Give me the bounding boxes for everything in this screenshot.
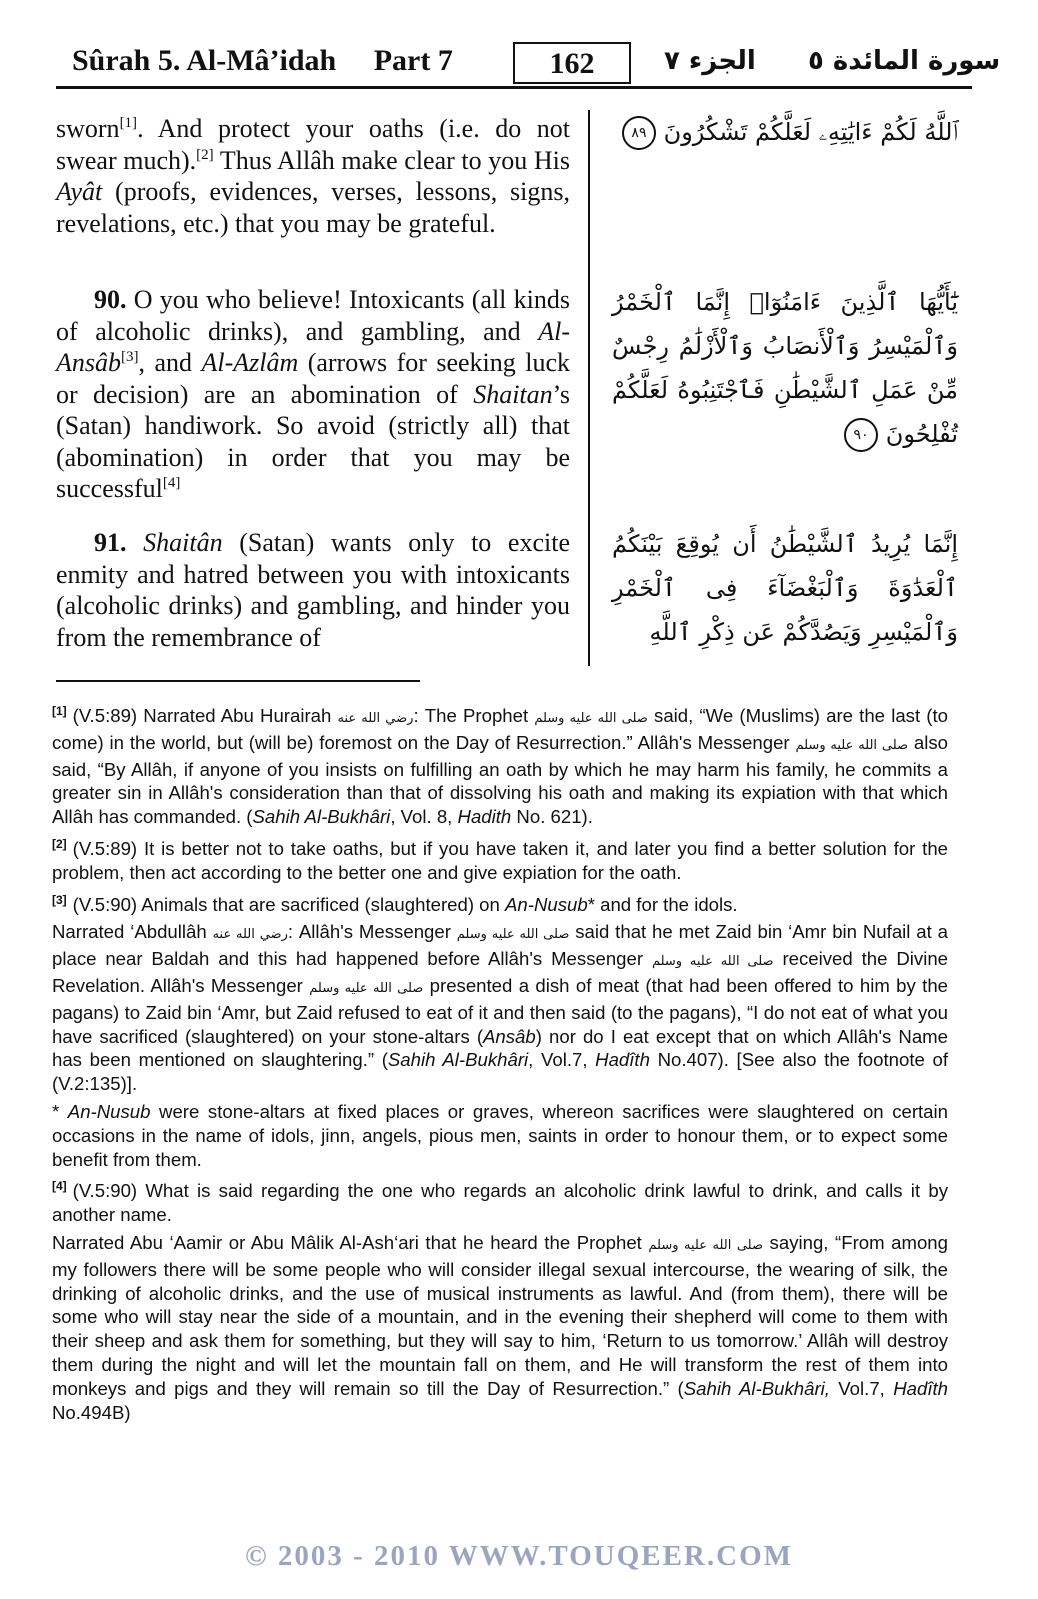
surah-title-ar: سورة المائدة ٥ bbox=[808, 46, 1001, 76]
verse-91-translation: 91. Shaitân (Satan) wants only to excite enmity and hatred between you with intoxicants (alcoholic drinks) and gambling, and hinder you from the remembrance of bbox=[56, 528, 570, 652]
column-divider bbox=[588, 110, 590, 666]
footnote-2: [2] (V.5:89) It is better not to take oaths, but if you have taken it, and later you find a better solution for the problem, then act according to the better one and give expiation for the oath. bbox=[52, 836, 948, 883]
copyright-notice: © 2003 - 2010 WWW.TOUQEER.COM bbox=[244, 1540, 793, 1572]
verse-91-arabic: إِنَّمَا يُرِيدُ ٱلشَّيْطَٰنُ أَن يُوقِعَ بَيْنَكُمُ ٱلْعَدَٰوَةَ وَٱلْبَغْضَآءَ فِى ٱلْخَمْرِ وَٱلْمَيْسِرِ وَيَصُدَّكُمْ عَن ذِكْرِ ٱللَّهِ bbox=[612, 530, 958, 646]
juz-label-ar: الجزء ٧ bbox=[664, 46, 756, 76]
footnote-ref-1[interactable]: [1] bbox=[119, 115, 138, 131]
verse-89-arabic: ٱللَّهُ لَكُمْ ءَايَٰتِهِۦ لَعَلَّكُمْ تَشْكُرُونَ ٨٩ bbox=[612, 110, 958, 154]
verse-number: 91. bbox=[94, 528, 127, 557]
header-rule bbox=[56, 86, 972, 89]
footnote-ref-3[interactable]: [3] bbox=[121, 349, 139, 365]
surah-title-en: Sûrah 5. Al-Mâ’idah bbox=[72, 44, 337, 77]
part-label-en: Part 7 bbox=[373, 44, 453, 77]
footnote-1: [1] (V.5:89) Narrated Abu Hurairah رضي الله عنه: The Prophet صلى الله عليه وسلم said, “We (Muslims) are the last (to come) in the world, but (will be) foremost on the Day of Resurrection.” Allâh's Messenger صلى الله عليه وسلم also said, “By Allâh, if anyone of you insists on fulfilling an oath by which he may harm his family, he commits a greater sin in Allâh's consideration than that of dissolving his oath and making its expiation with that which Allâh has commanded. (Sahih Al-Bukhâri, Vol. 8, Hadith No. 621). bbox=[52, 704, 948, 828]
ayah-number-mark: ٩٠ bbox=[844, 418, 878, 452]
verse-90-translation: 90. O you who believe! Intoxicants (all kinds of alcoholic drinks), and gambling, and Al-Ansâb[3], and Al-Azlâm (arrows for seeking luck or decision) are an abomination of Shaitan’s (Satan) handiwork. So avoid (strictly all) that (abomination) in order that you may be successful[4] bbox=[56, 285, 570, 503]
footnote-3-hadith: Narrated ‘Abdullâh رضي الله عنه: Allâh's Messenger صلى الله عليه وسلم said that he met Zaid bin ‘Amr bin Nufail at a place near Baldah and this had happened before Allâh's Messenger صلى الله عليه وسلم received the Divine Revelation. Allâh's Messenger صلى الله عليه وسلم presented a dish of meat (that had been offered to him by the pagans) to Zaid bin ‘Amr, but Zaid refused to eat of it and then said (to the pagans), “I do not eat of what you have sacrificed (slaughtered) on your stone-altars (Ansâb) nor do I eat except that on which Allâh's Name has been mentioned on slaughtering.” (Sahih Al-Bukhâri, Vol.7, Hadîth No.407). [See also the footnote of (V.2:135)]. bbox=[52, 921, 949, 1095]
page-number: 162 bbox=[513, 42, 631, 84]
verse-90-arabic: يَٰٓأَيُّهَا ٱلَّذِينَ ءَامَنُوٓا۟ إِنَّمَا ٱلْخَمْرُ وَٱلْمَيْسِرُ وَٱلْأَنصَابُ وَٱلْأَزْلَٰمُ رِجْسٌ مِّنْ عَمَلِ ٱلشَّيْطَٰنِ فَٱجْتَنِبُوهُ لَعَلَّكُمْ تُفْلِحُونَ ٩٠ bbox=[612, 280, 958, 456]
footnote-4-hadith: Narrated Abu ‘Aamir or Abu Mâlik Al-Ash‘ari that he heard the Prophet صلى الله عليه وسلم saying, “From among my followers there will be some people who will consider illegal sexual intercourse, the wearing of silk, the drinking of alcoholic drinks, and the use of musical instruments as lawful. And (from them), there will be some who will stay near the side of a mountain, and in the evening their shepherd will come to them with their sheep and ask them for something, but they will say to him, ‘Return to us tomorrow.’ Allâh will destroy them during the night and will let the mountain fall on them, and He will transform the rest of them into monkeys and pigs and they will remain so till the Day of Resurrection.” (Sahih Al-Bukhâri, Vol.7, Hadîth No.494B) bbox=[52, 1231, 948, 1423]
verse-89-translation: sworn[1]. And protect your oaths (i.e. do not swear much).[2] Thus Allâh make clear to you His Ayât (proofs, evidences, verses, lessons, signs, revelations, etc.) that you may be grateful. bbox=[56, 114, 570, 238]
footnote-3-note: * An-Nusub were stone-altars at fixed places or graves, whereon sacrifices were slaughtered on certain occasions in the name of idols, jinn, angels, pious men, saints in order to honour them, or to expect some benefit from them. bbox=[52, 1100, 948, 1170]
footnote-4: [4] (V.5:90) What is said regarding the one who regards an alcoholic drink lawful to drink, and calls it by another name. bbox=[52, 1179, 948, 1226]
footnote-ref-4[interactable]: [4] bbox=[162, 475, 181, 491]
footnote-ref-2[interactable]: [2] bbox=[196, 146, 214, 163]
ayah-number-mark: ٨٩ bbox=[622, 116, 656, 150]
page-header-left bbox=[72, 44, 453, 78]
footnote-3: [3] (V.5:90) Animals that are sacrificed (slaughtered) on An-Nusub* and for the idols. bbox=[52, 892, 738, 915]
verse-number: 90. bbox=[94, 285, 127, 314]
footnotes bbox=[52, 700, 948, 1428]
footnote-separator bbox=[56, 680, 420, 682]
